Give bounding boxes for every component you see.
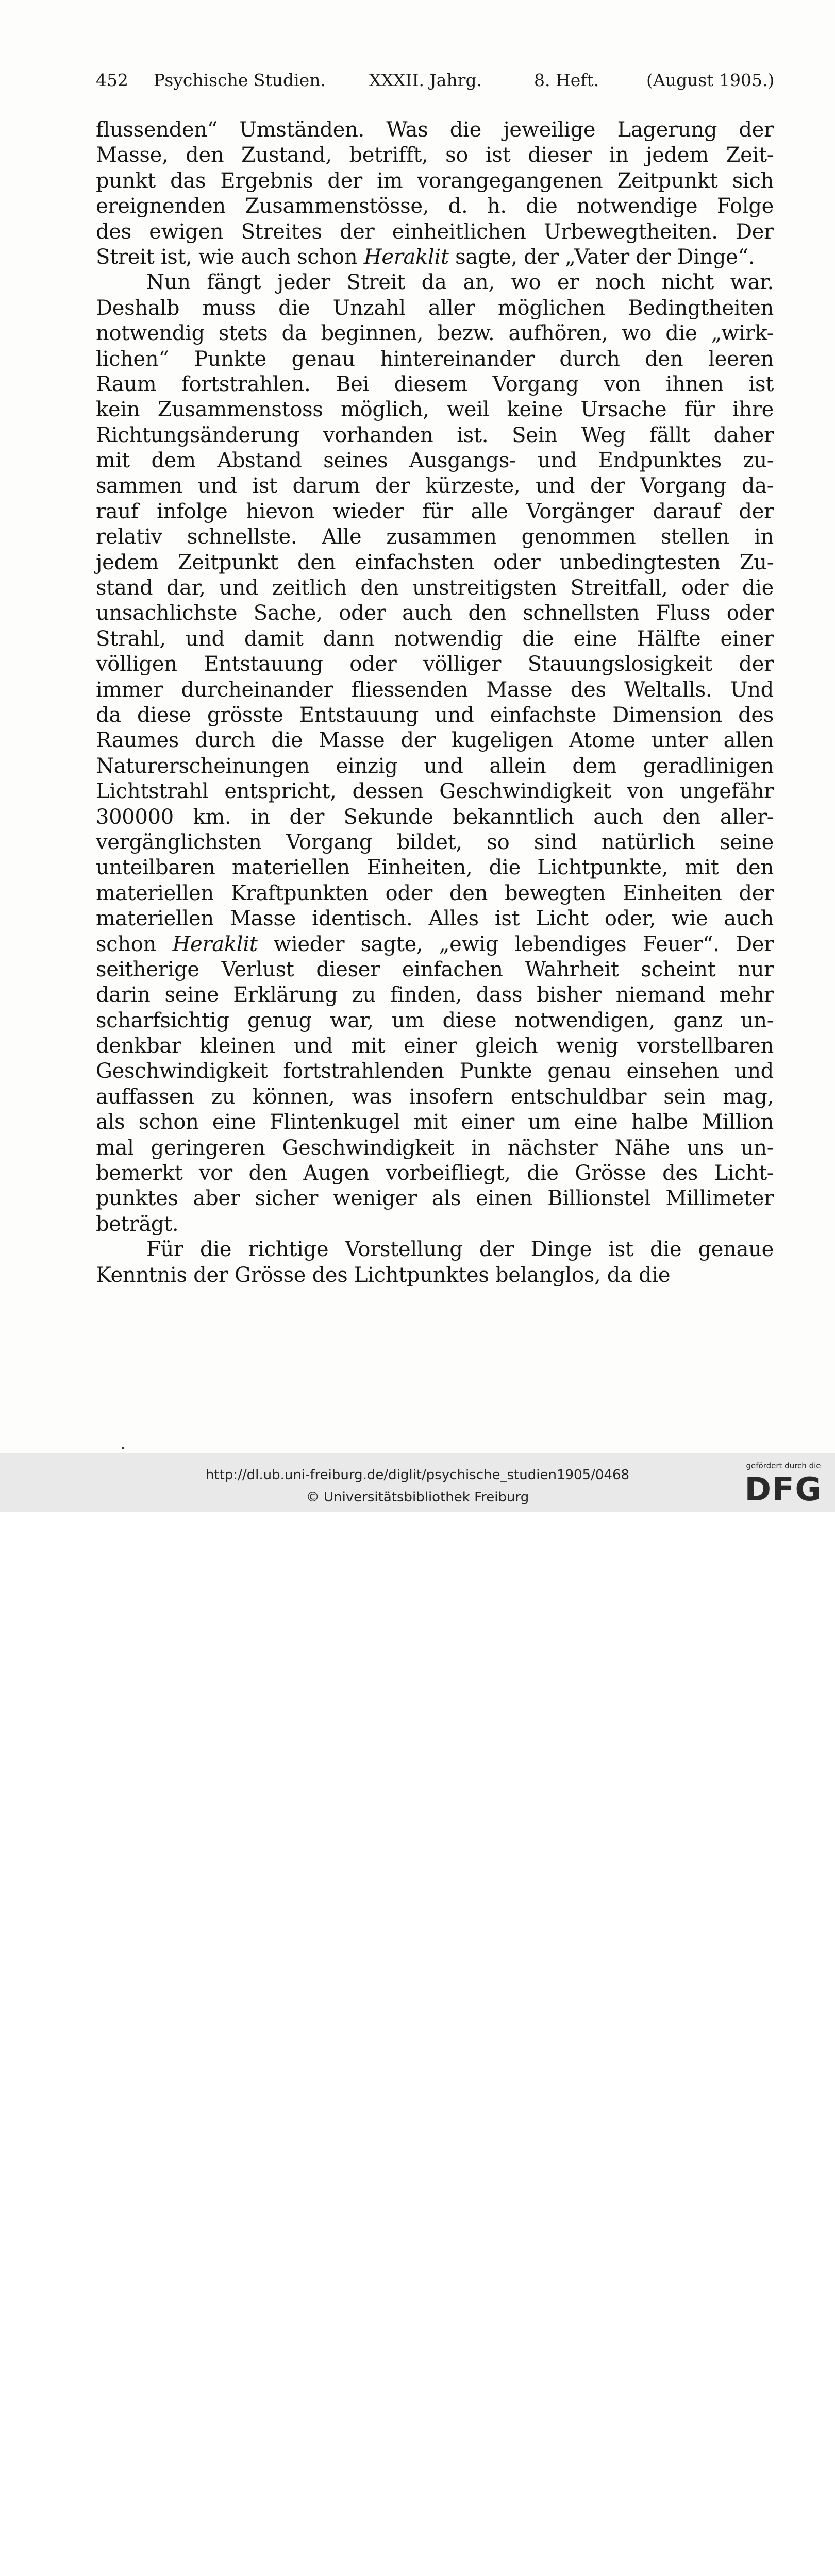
text-line: rauf infolge hievon wieder für alle Vorgänger darauf der [96, 499, 774, 523]
text-line: darin seine Erklärung zu finden, dass bisher niemand mehr [96, 983, 774, 1007]
article-body [96, 117, 774, 1288]
issue-date: (August 1905.) [646, 70, 775, 90]
text-line: bemerkt vor den Augen vorbeifliegt, die Grösse des Licht- [96, 1161, 774, 1185]
text-line: Geschwindigkeit fortstrahlenden Punkte genau einsehen und [96, 1059, 774, 1083]
text-line: Raum fortstrahlen. Bei diesem Vorgang von ihnen ist [96, 372, 774, 396]
text-line: schon Heraklit wieder sagte, „ewig lebendiges Feuer“. Der [96, 932, 774, 956]
text-line: beträgt. [96, 1212, 179, 1236]
text-line: punkt das Ergebnis der im vorangegangenen Zeitpunkt sich [96, 168, 774, 193]
dfg-mark: DFG [744, 1470, 823, 1508]
issue-label: 8. Heft. [534, 70, 599, 90]
text-line: stand dar, und zeitlich den unstreitigsten Streitfall, oder die [96, 576, 774, 600]
text-line: denkbar kleinen und mit einer gleich wenig vorstellbaren [96, 1034, 774, 1058]
text-line: Deshalb muss die Unzahl aller möglichen Bedingtheiten [96, 296, 774, 320]
text-line: ereignenden Zusammenstösse, d. h. die notwendige Folge [96, 194, 774, 218]
dfg-logo [737, 1461, 830, 1509]
text-line: relativ schnellste. Alle zusammen genommen stellen in [96, 525, 774, 549]
text-line: Naturerscheinungen einzig und allein dem geradlinigen [96, 754, 774, 778]
journal-title: Psychische Studien. [154, 70, 326, 90]
volume-label: XXXII. Jahrg. [369, 70, 482, 90]
text-line: flussenden“ Umständen. Was die jeweilige Lagerung der [96, 118, 774, 142]
text-line: materiellen Kraftpunkten oder den bewegten Einheiten der [96, 881, 774, 905]
text-line: immer durcheinander fliessenden Masse des Weltalls. Und [96, 677, 774, 702]
text-line: Lichtstrahl entspricht, dessen Geschwindigkeit von ungefähr [96, 779, 774, 804]
text-line: als schon eine Flintenkugel mit einer um eine halbe Million [96, 1110, 774, 1134]
text-line: Raumes durch die Masse der kugeligen Atome unter allen [96, 728, 774, 753]
text-line: des ewigen Streites der einheitlichen Urbewegtheiten. Der [96, 219, 774, 244]
page-number: 452 [96, 70, 128, 90]
text-line: Strahl, und damit dann notwendig die eine Hälfte einer [96, 626, 774, 651]
text-line: auffassen zu können, was insofern entschuldbar sein mag, [96, 1084, 774, 1109]
text-line: jedem Zeitpunkt den einfachsten oder unbedingtesten Zu- [96, 550, 774, 574]
text-line: Streit ist, wie auch schon Heraklit sagte, der „Vater der Dinge“. [96, 245, 755, 269]
text-line: vergänglichsten Vorgang bildet, so sind natürlich seine [96, 830, 774, 854]
text-line: Kenntnis der Grösse des Lichtpunktes belanglos, da die [96, 1263, 671, 1287]
text-line: seitherige Verlust dieser einfachen Wahrheit scheint nur [96, 957, 774, 981]
text-line: kein Zusammenstoss möglich, weil keine Ursache für ihre [96, 398, 774, 422]
text-line: Richtungsänderung vorhanden ist. Sein Weg fällt daher [96, 423, 774, 447]
text-line: unsachlichste Sache, oder auch den schnellsten Fluss oder [96, 601, 774, 625]
text-line: Masse, den Zustand, betrifft, so ist dieser in jedem Zeit- [96, 143, 774, 167]
running-head [96, 70, 776, 96]
text-line: materiellen Masse identisch. Alles ist Licht oder, wie auch [96, 907, 774, 931]
text-line: sammen und ist darum der kürzeste, und der Vorgang da- [96, 474, 774, 498]
copyright-notice: © Universitätsbibliothek Freiburg [306, 1489, 529, 1505]
permalink-url[interactable]: http://dl.ub.uni-freiburg.de/diglit/psychische_studien1905/0468 [205, 1467, 630, 1483]
text-line: mit dem Abstand seines Ausgangs- und Endpunktes zu- [96, 449, 774, 473]
text-line: punktes aber sicher weniger als einen Billionstel Millimeter [96, 1187, 774, 1211]
text-line: notwendig stets da beginnen, bezw. aufhören, wo die „wirk- [96, 321, 774, 346]
text-line: Für die richtige Vorstellung der Dinge ist die genaue [146, 1238, 774, 1262]
text-line: scharfsichtig genug war, um diese notwendigen, ganz un- [96, 1008, 774, 1032]
text-line: unteilbaren materiellen Einheiten, die Lichtpunkte, mit den [96, 856, 774, 880]
text-line: völligen Entstauung oder völliger Stauungslosigkeit der [96, 652, 774, 676]
dfg-caption: gefördert durch die [746, 1461, 821, 1470]
text-line: 300000 km. in der Sekunde bekanntlich auch den aller- [96, 805, 774, 829]
italic-name: Heraklit [172, 932, 258, 956]
text-line: Nun fängt jeder Streit da an, wo er noch nicht war. [146, 270, 774, 295]
text-line: da diese grösste Entstauung und einfachste Dimension des [96, 703, 774, 727]
text-line: lichen“ Punkte genau hintereinander durch den leeren [96, 347, 774, 371]
text-line: mal geringeren Geschwindigkeit in nächster Nähe uns un- [96, 1136, 774, 1160]
ink-speck [122, 1447, 124, 1449]
italic-name: Heraklit [363, 245, 449, 269]
